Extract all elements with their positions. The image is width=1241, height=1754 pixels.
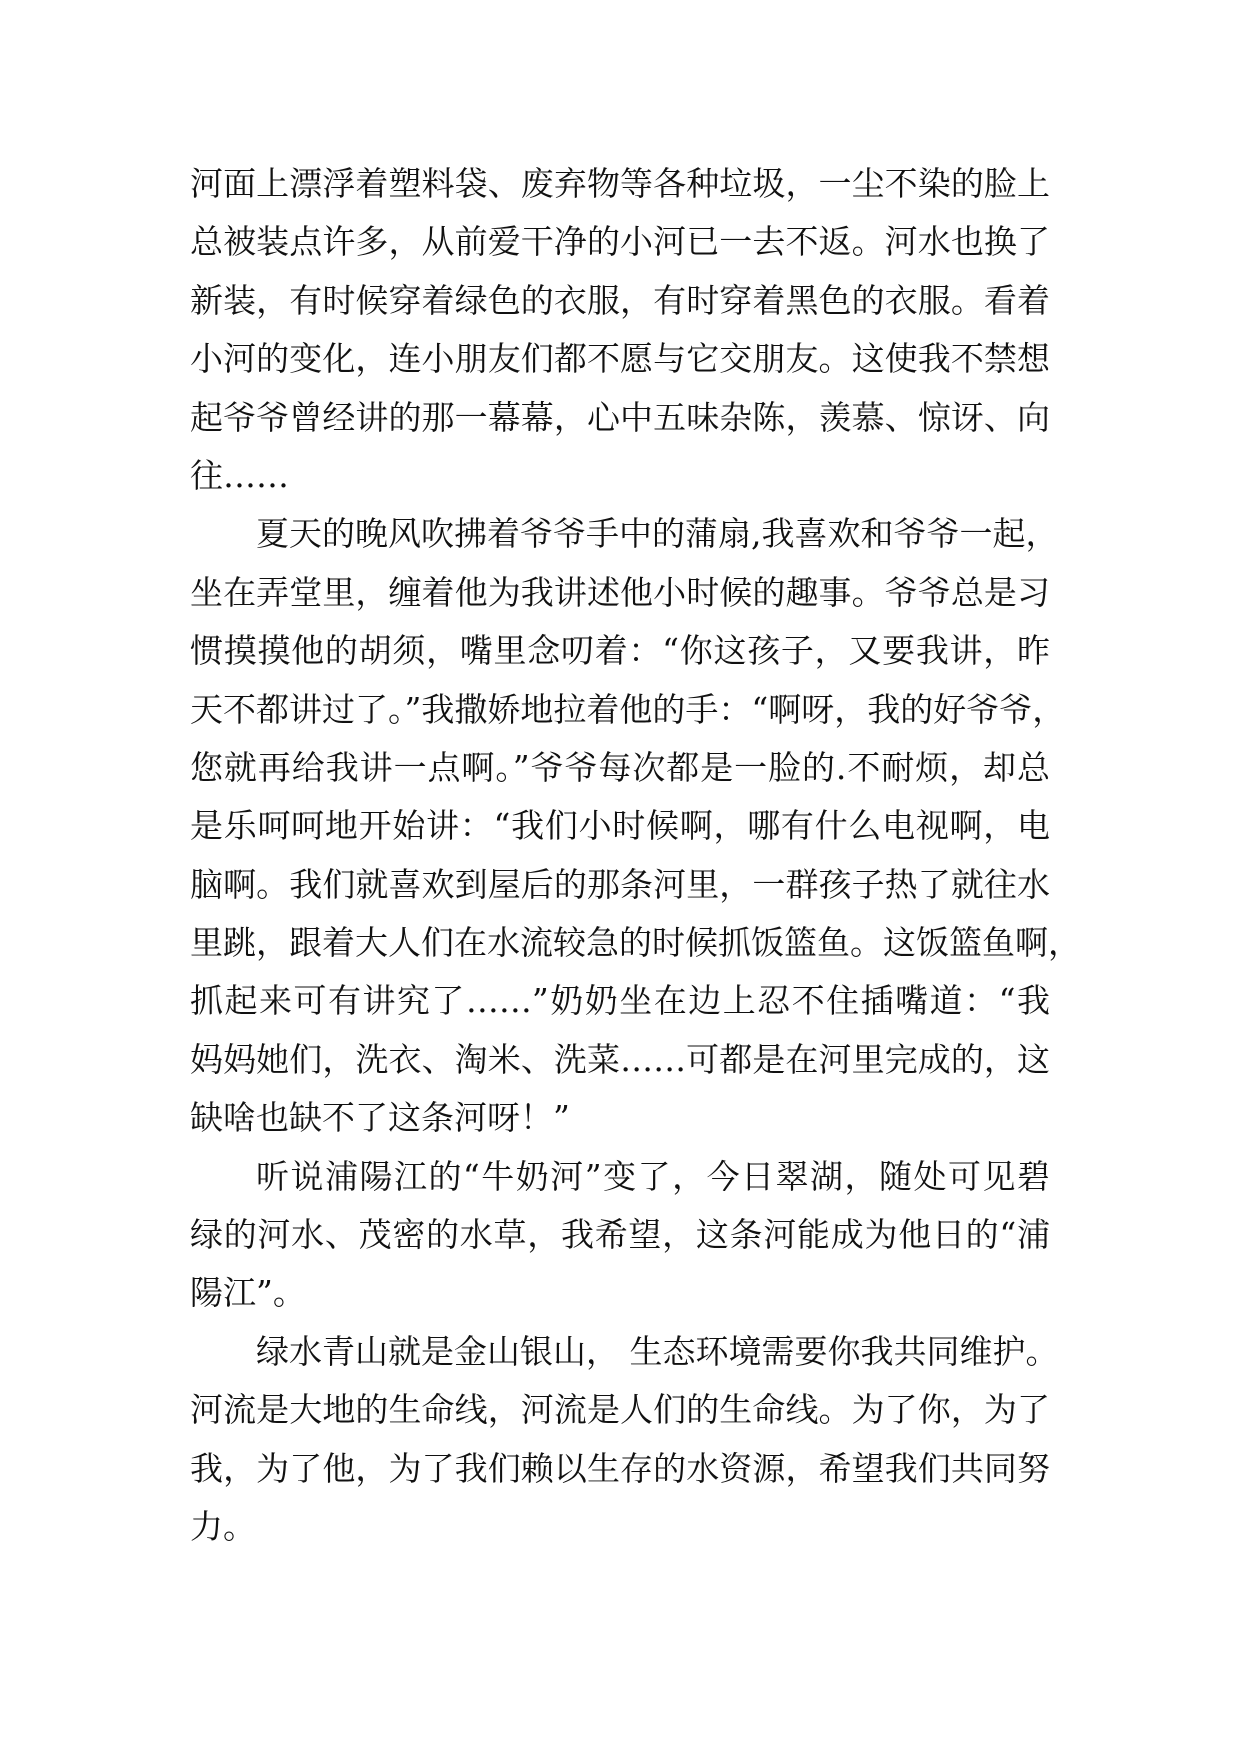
paragraph-line: 总被装点许多，从前爱干净的小河已一去不返。河水也换了	[190, 222, 1050, 262]
paragraph-line: 新装，有时候穿着绿色的衣服，有时穿着黑色的衣服。看着	[190, 280, 1050, 320]
paragraph-line: 往……	[190, 455, 289, 495]
paragraph-line: 起爷爷曾经讲的那一幕幕，心中五味杂陈，羡慕、惊讶、向	[190, 397, 1050, 437]
paragraph-line: 是乐呵呵地开始讲：“我们小时候啊，哪有什么电视啊，电	[190, 806, 1050, 846]
paragraph-1	[190, 155, 1050, 505]
paragraph-line: 天不都讲过了。”我撒娇地拉着他的手：“啊呀，我的好爷爷，	[190, 689, 1066, 729]
document-body	[190, 155, 1081, 1556]
paragraph-3	[190, 1148, 1050, 1323]
paragraph-line: 河流是大地的生命线，河流是人们的生命线。为了你，为了	[190, 1390, 1050, 1430]
paragraph-2	[190, 505, 1081, 1147]
paragraph-line: 听说浦陽江的“牛奶河”变了，今日翠湖，随处可见碧	[256, 1156, 1050, 1196]
paragraph-line: 绿的河水、茂密的水草，我希望，这条河能成为他日的“浦	[190, 1215, 1050, 1255]
paragraph-line: 小河的变化，连小朋友们都不愿与它交朋友。这使我不禁想	[190, 339, 1050, 379]
paragraph-line: 缺啥也缺不了这条河呀！”	[190, 1098, 570, 1138]
paragraph-line: 绿水青山就是金山银山， 生态环境需要你我共同维护。	[256, 1331, 1059, 1371]
paragraph-line: 里跳，跟着大人们在水流较急的时候抓饭篮鱼。这饭篮鱼啊，	[190, 923, 1081, 963]
paragraph-line: 惯摸摸他的胡须，嘴里念叨着：“你这孩子，又要我讲，昨	[190, 631, 1050, 671]
paragraph-line: 妈妈她们，洗衣、淘米、洗菜……可都是在河里完成的，这	[190, 1039, 1050, 1079]
paragraph-line: 抓起来可有讲究了……”奶奶坐在边上忍不住插嘴道：“我	[190, 981, 1050, 1021]
paragraph-line: 河面上漂浮着塑料袋、废弃物等各种垃圾，一尘不染的脸上	[190, 164, 1050, 203]
paragraph-line: 陽江”。	[190, 1273, 306, 1313]
paragraph-line: 力。	[190, 1506, 256, 1546]
paragraph-line: 坐在弄堂里，缠着他为我讲述他小时候的趣事。爷爷总是习	[190, 572, 1050, 612]
paragraph-line: 夏天的晚风吹拂着爷爷手中的蒲扇,我喜欢和爷爷一起，	[256, 514, 1059, 554]
paragraph-4	[190, 1323, 1059, 1557]
paragraph-line: 我，为了他，为了我们赖以生存的水资源，希望我们共同努	[190, 1448, 1050, 1488]
paragraph-line: 脑啊。我们就喜欢到屋后的那条河里，一群孩子热了就往水	[190, 864, 1050, 904]
paragraph-line: 您就再给我讲一点啊。”爷爷每次都是一脸的.不耐烦，却总	[190, 747, 1050, 787]
